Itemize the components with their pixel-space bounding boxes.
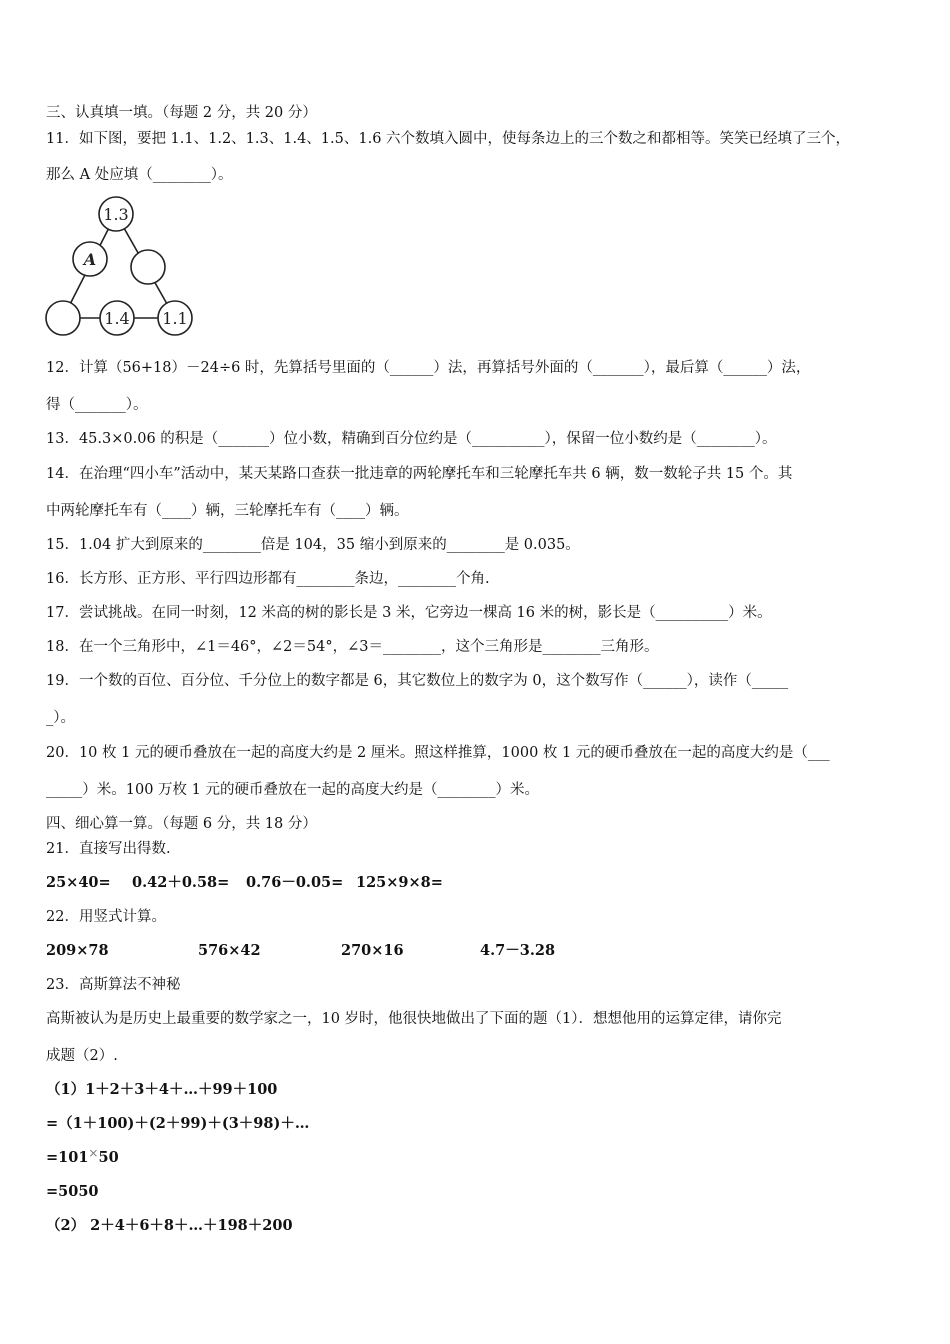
q21-item: 125×9×8=	[356, 874, 443, 891]
q11-triangle-diagram	[44, 194, 196, 336]
circle-a	[73, 242, 107, 276]
q22-item: 270×16	[341, 942, 404, 959]
q19-line2: _）。	[46, 710, 75, 726]
q22-item: 576×42	[198, 942, 261, 959]
circle-top	[99, 197, 133, 231]
q21-item: 0.42＋0.58=	[132, 874, 230, 891]
q19-line1: 19．一个数的百位、百分位、千分位上的数字都是 6，其它数位上的数字为 0，这个数写作（______），读作（_____	[46, 673, 789, 689]
section4-heading: 四、细心算一算。（每题 6 分，共 18 分）	[46, 816, 317, 832]
circle-bottom-left	[46, 301, 80, 335]
circle-a-label: A	[83, 250, 97, 269]
q16: 16．长方形、正方形、平行四边形都有________条边，________个角.	[46, 571, 490, 587]
q23-step2-left: =101	[46, 1149, 89, 1166]
q23-part2: （2） 2＋4＋6＋8＋…＋198＋200	[46, 1217, 293, 1234]
q22-items	[46, 941, 555, 961]
q23-step1: =（1＋100)＋(2＋99)＋(3＋98)＋…	[46, 1115, 310, 1132]
q22-item: 209×78	[46, 942, 109, 959]
q11-line2: 那么 A 处应填（________）。	[46, 167, 233, 183]
circle-right-mid	[131, 250, 165, 284]
q11-line1: 11．如下图，要把 1.1、1.2、1.3、1.4、1.5、1.6 六个数填入圆中，使每条边上的三个数之和都相等。笑笑已经填了三个，	[46, 131, 851, 147]
times-icon: ×	[88, 1146, 99, 1160]
circle-top-label: 1.3	[103, 205, 129, 224]
circle-bottom-mid-label: 1.4	[104, 309, 130, 328]
q20-line1: 20．10 枚 1 元的硬币叠放在一起的高度大约是 2 厘米。照这样推算，1000 枚 1 元的硬币叠放在一起的高度大约是（___	[46, 745, 830, 761]
q21-items	[46, 873, 443, 893]
q12-line2: 得（_______）。	[46, 397, 148, 413]
q18: 18．在一个三角形中，∠1＝46°，∠2＝54°，∠3＝________，这个三角形是________三角形。	[46, 639, 659, 655]
q23-desc-line1: 高斯被认为是历史上最重要的数学家之一，10 岁时，他很快地做出了下面的题（1）．想想他用的运算定律，请你完	[46, 1011, 782, 1027]
q12-line1: 12．计算（56+18）－24÷6 时，先算括号里面的（______）法，再算括号外面的（_______），最后算（______）法，	[46, 360, 811, 376]
circle-bottom-right	[158, 301, 192, 335]
q23-title: 23．高斯算法不神秘	[46, 977, 181, 993]
q14-line1: 14．在治理“四小车”活动中，某天某路口查获一批违章的两轮摩托车和三轮摩托车共 6 辆，数一数轮子共 15 个。其	[46, 466, 793, 482]
circle-bottom-right-label: 1.1	[162, 309, 188, 328]
q23-step3: =5050	[46, 1183, 99, 1200]
q17: 17．尝试挑战。在同一时刻，12 米高的树的影长是 3 米，它旁边一棵高 16 米的树，影长是（__________）米。	[46, 605, 772, 621]
q21-item: 25×40=	[46, 874, 111, 891]
q23-step2-right: 50	[98, 1149, 119, 1166]
circle-bottom-mid	[100, 301, 134, 335]
q20-line2: _____）米。100 万枚 1 元的硬币叠放在一起的高度大约是（________）米。	[46, 782, 539, 798]
section3-heading: 三、认真填一填。（每题 2 分，共 20 分）	[46, 105, 317, 121]
q21-title: 21．直接写出得数.	[46, 841, 171, 857]
q23-step2	[46, 1148, 119, 1168]
q21-item: 0.76－0.05=	[246, 874, 344, 891]
q23-desc-line2: 成题（2）.	[46, 1048, 118, 1064]
q14-line2: 中两轮摩托车有（____）辆，三轮摩托车有（____）辆。	[46, 503, 409, 519]
q13: 13．45.3×0.06 的积是（_______）位小数，精确到百分位约是（__________），保留一位小数约是（________）。	[46, 431, 777, 447]
q23-part1: （1）1＋2＋3＋4＋…＋99＋100	[46, 1081, 278, 1098]
q22-item: 4.7－3.28	[480, 942, 556, 959]
q15: 15．1.04 扩大到原来的________倍是 104，35 缩小到原来的________是 0.035。	[46, 537, 580, 553]
q22-title: 22．用竖式计算。	[46, 909, 166, 925]
